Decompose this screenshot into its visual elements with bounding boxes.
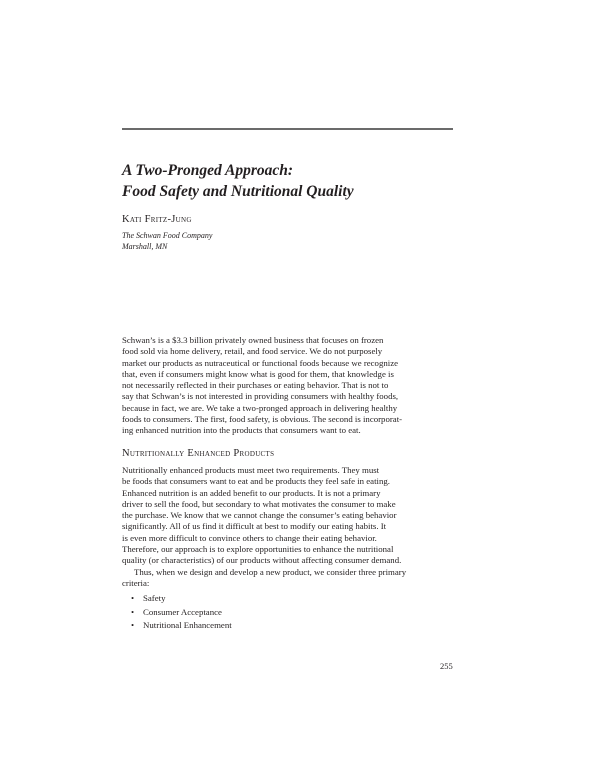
text-line: Thus, when we design and develop a new product, we consider three primary — [134, 566, 407, 577]
list-item-label: Safety — [143, 593, 166, 603]
bullet-icon: • — [131, 593, 135, 603]
section-body — [122, 465, 455, 589]
text-line: criteria: — [122, 577, 150, 588]
text-line: that, even if consumers might know what is good for them, that knowledge is — [122, 368, 394, 379]
text-line: say that Schwan’s is not interested in providing consumers with healthy foods, — [122, 391, 399, 402]
criteria-list — [131, 592, 232, 633]
bullet-icon: • — [131, 620, 135, 630]
text-line: significantly. All of us find it difficult at best to modify our eating habits. It — [122, 521, 387, 532]
top-rule — [122, 128, 453, 130]
text-line: Schwan’s is a $3.3 billion privately owned business that focuses on frozen — [122, 335, 384, 345]
text-line: foods to consumers. The first, food safety, is obvious. The second is incorporat- — [122, 414, 403, 425]
text-line: quality (or characteristics) of our products without affecting consumer demand. — [122, 555, 402, 566]
list-item — [131, 592, 232, 606]
text-line: be foods that consumers want to eat and be products they feel safe in eating. — [122, 476, 390, 487]
title-line: A Two-Pronged Approach: — [122, 162, 294, 179]
author-affiliation — [122, 230, 212, 252]
text-line: Nutritionally enhanced products must meet two requirements. They must — [122, 465, 380, 475]
list-item — [131, 619, 232, 633]
bullet-icon: • — [131, 606, 135, 617]
text-line: because in fact, we are. We take a two-pronged approach in delivering healthy — [122, 402, 398, 413]
list-item-label: Consumer Acceptance — [143, 606, 222, 617]
text-line: is even more difficult to convince others to change their eating behavior. — [122, 532, 377, 543]
affiliation-line: The Schwan Food Company — [122, 231, 213, 240]
affiliation-line: Marshall, MN — [122, 242, 168, 251]
text-line: ing enhanced nutrition into the products that consumers want to eat. — [122, 425, 361, 436]
section-heading: Nutritionally Enhanced Products — [122, 448, 275, 459]
text-line: market our products as nutraceutical or functional foods because we recognize — [122, 357, 399, 368]
author-name: Kati Fritz-Jung — [122, 214, 192, 225]
text-line: food sold via home delivery, retail, and food service. We do not purposely — [122, 346, 383, 357]
title-line: Food Safety and Nutritional Quality — [122, 183, 354, 200]
list-item — [131, 606, 232, 620]
text-line: Therefore, our approach is to explore opportunities to enhance the nutritional — [122, 544, 394, 555]
text-line: Enhanced nutrition is an added benefit to our products. It is not a primary — [122, 487, 381, 498]
text-line: not necessarily reflected in their purchases or eating behavior. That is not to — [122, 380, 389, 391]
list-item-label: Nutritional Enhancement — [143, 620, 232, 630]
text-line: the purchase. We know that we cannot change the consumer’s eating behavior — [122, 510, 397, 521]
page-number: 255 — [440, 661, 453, 671]
intro-paragraph — [122, 335, 455, 437]
article-title — [122, 160, 482, 202]
text-line: driver to sell the food, but secondary to what motivates the consumer to make — [122, 498, 396, 509]
